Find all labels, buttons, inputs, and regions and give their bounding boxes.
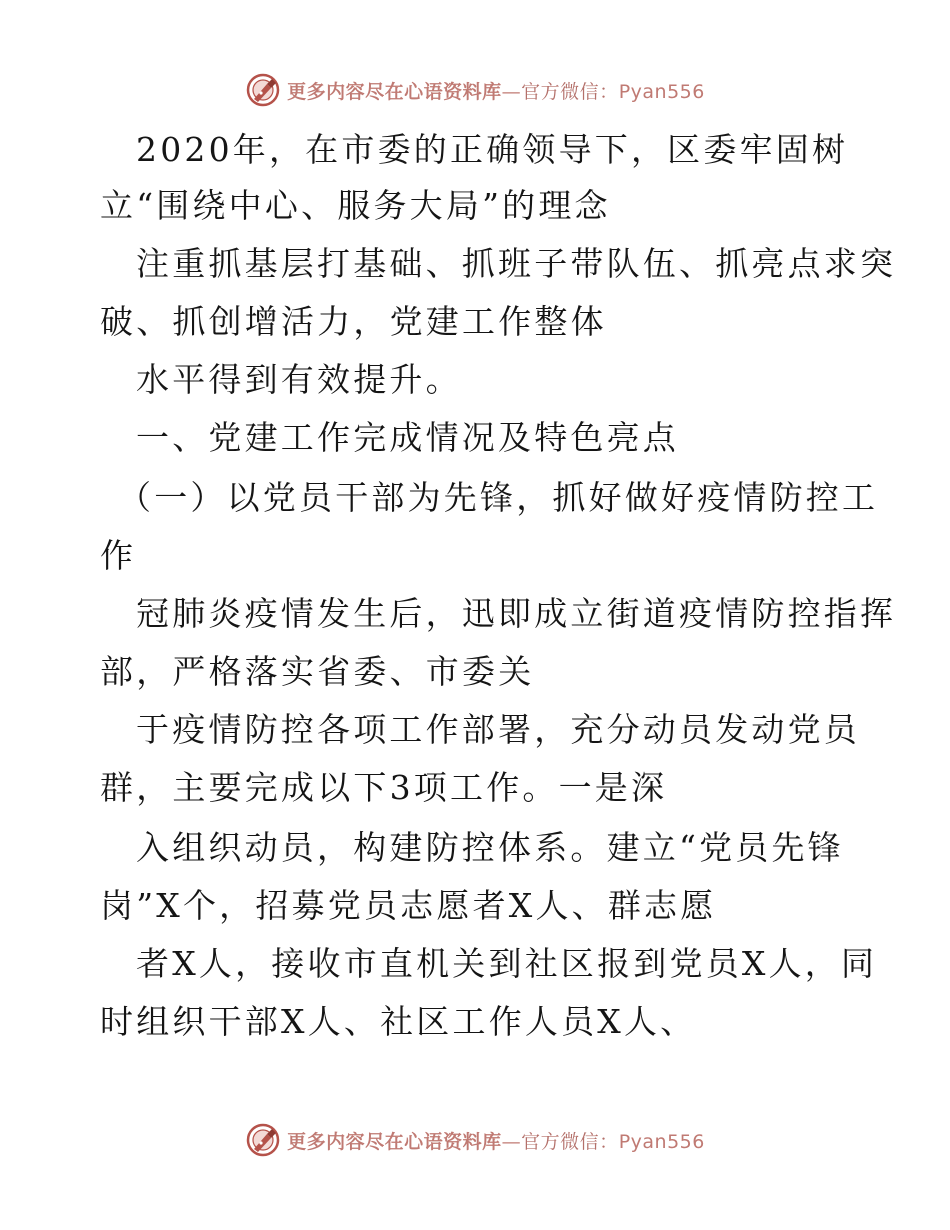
text-line: 部，严格落实省委、市委关 bbox=[100, 652, 535, 691]
pen-nib-logo-icon bbox=[245, 72, 281, 108]
text-line: 于疫情防控各项工作部署，充分动员发动党员 bbox=[136, 710, 860, 749]
text-line: 作 bbox=[100, 536, 137, 575]
watermark-separator: — bbox=[501, 80, 522, 103]
watermark-site-name: 更多内容尽在心语资料库 bbox=[287, 80, 502, 103]
text-line: 2020年，在市委的正确领导下，区委牢固树 bbox=[136, 130, 849, 169]
watermark-wechat-label: 官方微信： bbox=[521, 1130, 619, 1153]
text-line: 冠肺炎疫情发生后，迅即成立街道疫情防控指挥 bbox=[136, 594, 897, 633]
text-line: 岗”X个，招募党员志愿者X人、群志愿 bbox=[100, 886, 717, 925]
watermark-site-name: 更多内容尽在心语资料库 bbox=[287, 1130, 502, 1153]
watermark-text bbox=[287, 77, 705, 104]
text-line: 群，主要完成以下3项工作。一是深 bbox=[100, 768, 668, 807]
watermark-wechat-label: 官方微信： bbox=[521, 80, 619, 103]
text-line: 入组织动员，构建防控体系。建立“党员先锋 bbox=[136, 828, 844, 867]
watermark-separator: — bbox=[501, 1130, 522, 1153]
text-line: 破、抓创增活力，党建工作整体 bbox=[100, 302, 607, 341]
text-line: 时组织干部X人、社区工作人员X人、 bbox=[100, 1002, 697, 1041]
pen-nib-logo-icon bbox=[245, 1122, 281, 1158]
section-heading: 一、党建工作完成情况及特色亮点 bbox=[136, 418, 679, 457]
watermark-wechat-id: Pyan556 bbox=[618, 1130, 705, 1153]
watermark-wechat-id: Pyan556 bbox=[618, 80, 705, 103]
text-line: 立“围绕中心、服务大局”的理念 bbox=[100, 186, 611, 225]
text-line: 水平得到有效提升。 bbox=[136, 360, 462, 399]
watermark-banner-top bbox=[0, 70, 950, 110]
text-line: 注重抓基层打基础、抓班子带队伍、抓亮点求突 bbox=[136, 244, 897, 283]
text-line: 者X人，接收市直机关到社区报到党员X人，同 bbox=[136, 944, 878, 983]
watermark-banner-bottom bbox=[0, 1120, 950, 1160]
subsection-heading: （一）以党员干部为先锋，抓好做好疫情防控工 bbox=[118, 478, 879, 517]
watermark-text bbox=[287, 1127, 705, 1154]
